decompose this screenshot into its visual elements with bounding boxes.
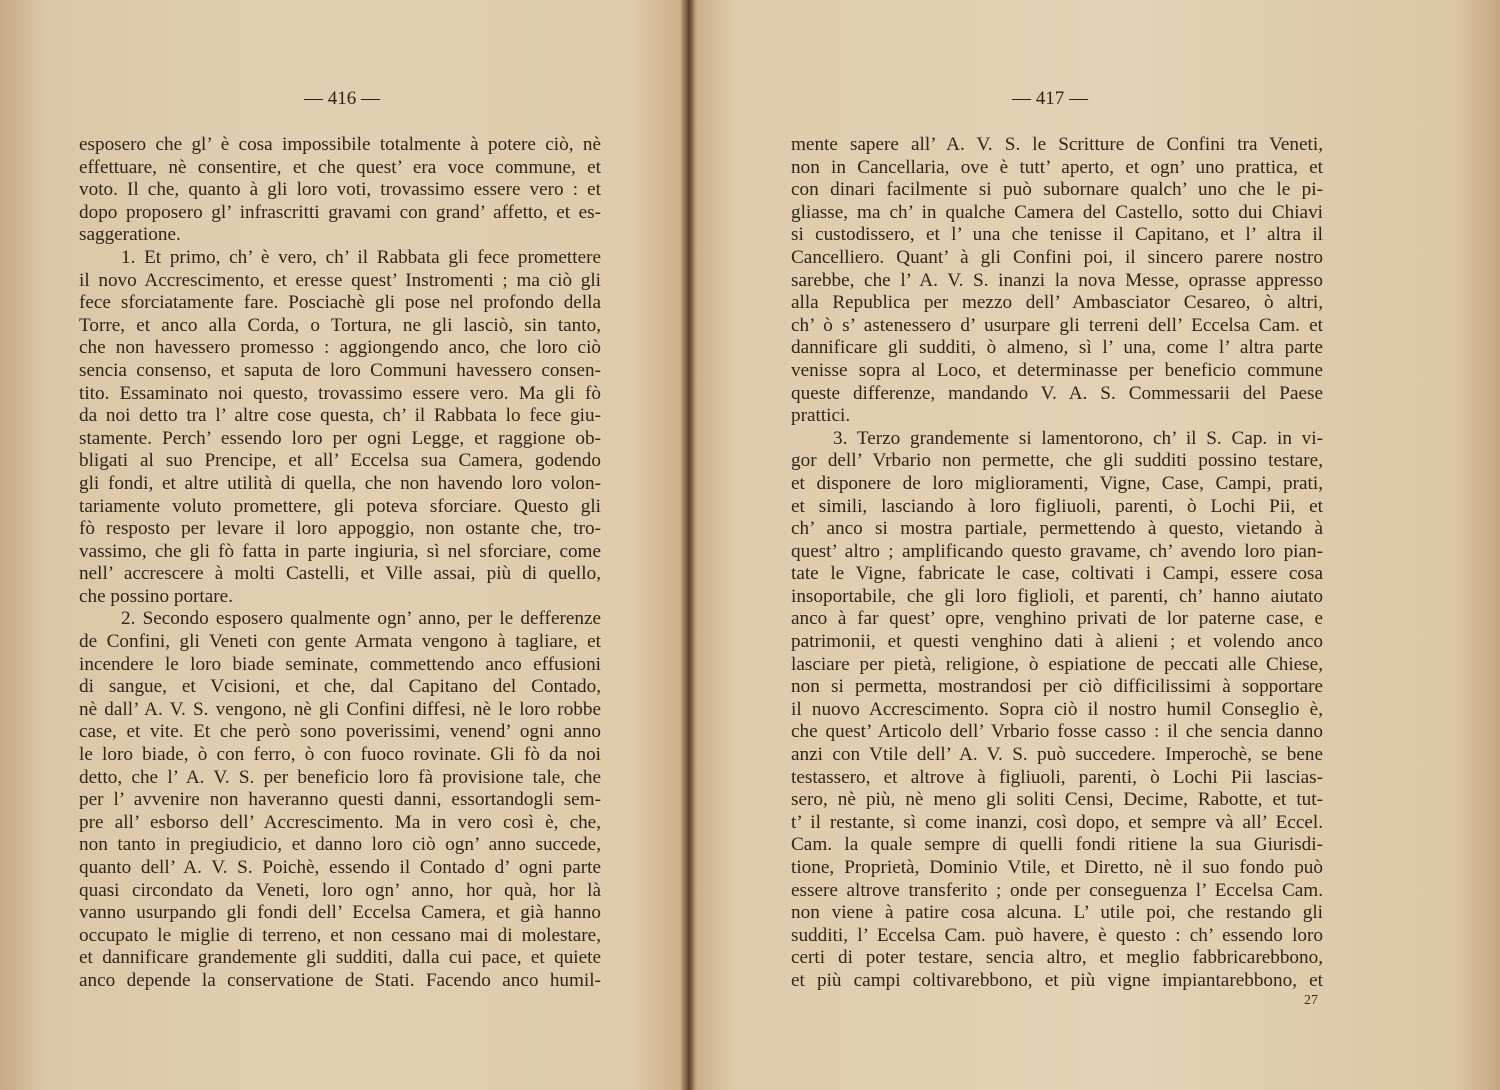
text-line: essere altrove transferito ; onde per conseguenza l’ Eccelsa Cam. — [791, 879, 1323, 901]
text-line: ch’ anco si mostra partiale, permettendo à questo, vietando à — [791, 518, 1323, 540]
text-line: quest’ altro ; amplificando questo gravame, ch’ avendo loro pian- — [791, 540, 1323, 562]
text-line: si custodissero, et l’ una che tenisse il Capitano, et l’ altra il — [791, 224, 1323, 246]
text-line: di sangue, et Vcisioni, et che, dal Capitano del Contado, — [79, 676, 601, 698]
text-line: anco depende la conservatione de Stati. Facendo anco humil- — [79, 969, 601, 991]
text-line: mente sapere all’ A. V. S. le Scritture de Confini tra Veneti, — [791, 134, 1323, 155]
text-line: incendere le loro biade seminate, commettendo anco effusioni — [79, 653, 601, 675]
text-line: et disponere de loro miglioramenti, Vigne, Case, Campi, prati, — [791, 472, 1323, 494]
page-number: — 417 — — [1012, 88, 1088, 109]
text-line: alla Republica per mezzo dell’ Ambasciator Cesareo, ò altri, — [791, 292, 1323, 314]
text-line: lasciare per pietà, religione, ò espiatione de peccati alle Chiese, — [791, 653, 1323, 675]
signature-mark: 27 — [1304, 993, 1318, 1008]
text-line: ch’ ò s’ astenessero d’ usurpare gli terreni dell’ Eccelsa Cam. et — [791, 314, 1323, 336]
text-line: sencia consenso, et saputa de loro Communi havessero consen- — [79, 359, 601, 381]
text-line: esposero che gl’ è cosa impossibile totalmente à potere ciò, nè — [79, 134, 601, 155]
text-line: tate le Vigne, fabricate le case, coltivati i Campi, essere cosa — [791, 563, 1323, 585]
text-line: Cam. la quale sempre di quelli fondi ritiene la sua Giurisdi- — [791, 834, 1323, 856]
text-line: da noi detto tra l’ altre cose questa, ch’ il Rabbata lo fece giu- — [79, 405, 601, 427]
text-line: con dinari facilmente si può subornare qualch’ uno che le pi- — [791, 179, 1323, 201]
text-line: quasi circondato da Veneti, loro ogn’ anno, hor quà, hor là — [79, 879, 601, 901]
text-line: voto. Il che, quanto à gli loro voti, trovassimo essere vero : et — [79, 179, 601, 201]
text-line: tariamente voluto promettere, gli poteva sforciare. Questo gli — [79, 495, 601, 517]
text-line: et dannificare grandemente gli sudditi, dalla cui pace, et quiete — [79, 947, 601, 969]
text-line: venisse sopra al Loco, et determinasse per beneficio commune — [791, 359, 1323, 381]
text-line: quanto dell’ A. V. S. Poichè, essendo il Contado d’ ogni parte — [79, 857, 601, 878]
text-line: dopo proposero gl’ infrascritti gravami con grand’ affetto, et es- — [79, 201, 601, 223]
text-line: nè dall’ A. V. S. vengono, nè gli Confini diffesi, nè le loro robbe — [79, 698, 601, 720]
text-line: vanno usurpando gli fondi dell’ Eccelsa Camera, et già hanno — [79, 902, 601, 924]
right-page — [690, 0, 1500, 1090]
text-line: il novo Accrescimento, et eresse quest’ Instromenti ; ma ciò gli — [79, 269, 601, 291]
text-line: anzi con Vtile dell’ A. V. S. può succedere. Imperochè, se bene — [791, 744, 1323, 766]
text-line: et più campi coltivarebbono, et più vigne impiantarebbono, et — [791, 969, 1323, 991]
text-line: gli fondi, et altre utilità di quella, che non havendo loro volon- — [79, 472, 601, 494]
text-line: che possino portare. — [79, 585, 233, 607]
text-line: et simili, lasciando à loro figliuoli, parenti, ò Lochi Pii, et — [791, 495, 1323, 517]
text-line: 2. Secondo esposero qualmente ogn’ anno, per le defferenze — [121, 608, 601, 630]
text-line: non si permetta, mostrandosi per ciò difficilissimi à sopportare — [791, 676, 1323, 698]
text-line: pre all’ esborso dell’ Accrescimento. Ma in vero così è, che, — [79, 811, 601, 833]
text-line: patrimonii, et questi venghino dati à alieni ; et volendo anco — [791, 631, 1323, 653]
text-line: Torre, et anco alla Corda, o Tortura, ne gli lasciò, sin tanto, — [79, 314, 601, 336]
text-line: sudditi, l’ Eccelsa Cam. può havere, è questo : ch’ essendo loro — [791, 924, 1323, 946]
text-line: che quest’ Articolo dell’ Vrbario fosse casso : il che sencia danno — [791, 721, 1323, 743]
text-line: sarebbe, che l’ A. V. S. inanzi la nova Messe, oprasse appresso — [791, 269, 1323, 291]
text-line: Cancelliero. Quant’ à gli Confini poi, il sincero parere nostro — [791, 246, 1323, 268]
text-line: insoportabile, che gli loro figlioli, et parenti, ch’ hanno aiutato — [791, 585, 1323, 607]
text-block — [791, 134, 1323, 993]
text-line: certi di poter testare, sencia altro, et meglio fabbricarebbono, — [791, 947, 1323, 969]
text-line: il nuovo Accrescimento. Sopra ciò il nostro humil Conseglio è, — [791, 698, 1323, 720]
text-line: fò resposto per levare il loro appoggio, non ostante che, tro- — [79, 518, 601, 540]
text-line: case, et vite. Et che però sono poverissimi, venend’ ogni anno — [79, 721, 601, 743]
text-line: 3. Terzo grandemente si lamentorono, ch’ il S. Cap. in vi- — [833, 427, 1323, 449]
text-block — [79, 134, 601, 993]
text-line: non viene à patire cosa alcuna. L’ utile poi, che restando gli — [791, 902, 1323, 924]
text-line: sero, nè più, nè meno gli soliti Censi, Decime, Rabotte, et tut- — [791, 789, 1323, 811]
text-line: effettuare, nè consentire, et che quest’ era voce commune, et — [79, 156, 601, 178]
text-line: queste differenze, mandando V. A. S. Commessarii del Paese — [791, 382, 1323, 404]
text-line: gor dell’ Vrbario non permette, che gli sudditi possino testare, — [791, 450, 1323, 472]
text-line: de Confini, gli Veneti con gente Armata vengono à tagliare, et — [79, 631, 601, 653]
text-line: non tanto in pregiudicio, et danno loro ciò ogn’ anno succede, — [79, 834, 601, 856]
text-line: vassimo, che gli fò fatta in parte ingiuria, sì nel sforciare, come — [79, 540, 601, 562]
text-line: fece sforciatamente fare. Posciachè gli pose nel profondo della — [79, 292, 601, 314]
text-line: tione, Proprietà, Dominio Vtile, et Diretto, nè il suo fondo può — [791, 857, 1323, 878]
left-page — [0, 0, 685, 1090]
text-line: saggeratione. — [79, 224, 181, 246]
text-line: 1. Et primo, ch’ è vero, ch’ il Rabbata gli fece promettere — [121, 246, 601, 268]
text-line: occupato le miglie di terreno, et non cessano mai di molestare, — [79, 924, 601, 946]
text-line: le loro biade, ò con ferro, ò con fuoco rovinate. Gli fò da noi — [79, 744, 601, 766]
text-line: nell’ accrescere à molti Castelli, et Ville assai, più di quello, — [79, 563, 601, 585]
text-line: tito. Essaminato noi questo, trovassimo essere vero. Ma gli fò — [79, 382, 601, 404]
text-line: per l’ avvenire non haveranno questi danni, essortandogli sem- — [79, 789, 601, 811]
text-line: bligati al suo Prencipe, et all’ Eccelsa sua Camera, godendo — [79, 450, 601, 472]
text-line: stamente. Perch’ essendo loro per ogni Legge, et raggione ob- — [79, 427, 601, 449]
text-line: gliasse, ma ch’ in qualche Camera del Castello, sotto dui Chiavi — [791, 201, 1323, 223]
text-line: prattici. — [791, 405, 851, 427]
text-line: anco à far quest’ opre, venghino privati de lor paterne case, e — [791, 608, 1323, 630]
text-line: testassero, et altrove à figliuoli, parenti, ò Lochi Pii lascias- — [791, 766, 1323, 788]
text-line: non in Cancellaria, ove è tutt’ aperto, et ogn’ uno prattica, et — [791, 156, 1323, 178]
text-line: detto, che l’ A. V. S. per beneficio loro fà provisione tale, che — [79, 766, 601, 788]
text-line: che non havessero promesso : aggiongendo anco, che loro ciò — [79, 337, 601, 359]
text-line: dannificare gli sudditi, ò almeno, sì l’ una, come l’ altra parte — [791, 337, 1323, 359]
text-line: t’ il restante, sì come inanzi, così dopo, et sempre và all’ Eccel. — [791, 811, 1323, 833]
page-number: — 416 — — [304, 88, 380, 109]
